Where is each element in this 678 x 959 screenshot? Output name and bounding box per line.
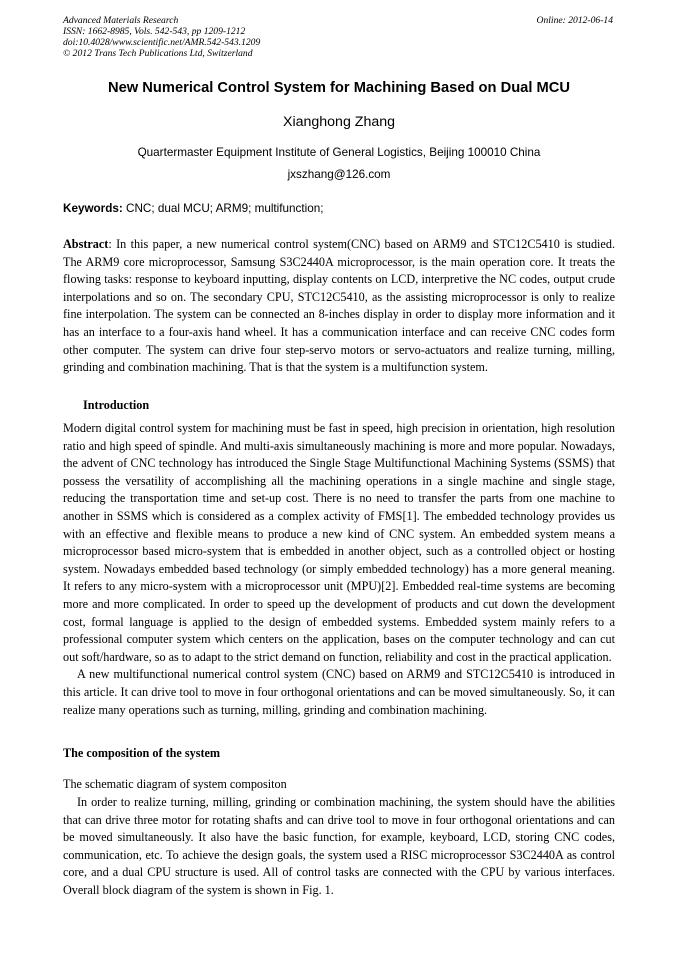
journal-name: Advanced Materials Research [63, 15, 179, 26]
copyright-line: © 2012 Trans Tech Publications Ltd, Switzerland [63, 48, 253, 59]
keywords-text: CNC; dual MCU; ARM9; multifunction; [122, 202, 324, 215]
author-name: Xianghong Zhang [282, 114, 396, 130]
abstract-label: Abstract [63, 237, 109, 251]
introduction-paragraph-1: Modern digital control system for machining must be fast in speed, high precision in orientation, high resolution ratio and high speed of spindle. And multi-axis simultaneously machining is more and more popular. Nowadays, the advent of CNC technology has introduced the Single Stage Multifunctional Machining Systems (SSMS) that possess the versatility of accomplishing all the machining operations in a single machine and single stage, reducing the transportation time and set-up cost. There is no need to transfer the parts from one machine to another in SSMS which is considered as a complex activity of FMS[1]. The embedded technology provides us with an effective and flexible means to produce a new kind of CNC system. An embedded system means a microprocessor based micro-system that is embedded in another object, such as a controlled object or hosting system. Nowadays embedded based technology (or simply embedded technology) has a more general meaning. It refers to any micro-system with a microprocessor unit (MPU)[2]. Embedded real-time systems are becoming more and more complicated. In order to speed up the development of products and cut down the development cost, formal language is applied to the design of embedded systems. Embedded system mainly refers to a professional computer system which centers on the application, bases on the computer technology and can cut out soft/hardware, so as to adapt to the strict demand on function, reliability and cost in the practical application. [63, 421, 615, 664]
composition-paragraph-1: In order to realize turning, milling, grinding or combination machining, the system should have the abilities that can drive three motor for rotating shafts and can drive tool to move in four orthogonal orientations and can be moved simultaneously. It also have the basic function, for example, keyboard, LCD, storing CNC codes, communication, etc. To achieve the design goals, the system used a RISC microprocessor S3C2440A as control core, and a dual CPU structure is used. All of control tasks are connected with the CPU by various interfaces. Overall block diagram of the system is shown in Fig. 1. [63, 795, 615, 897]
affiliation: Quartermaster Equipment Institute of General Logistics, Beijing 100010 China [137, 146, 541, 159]
abstract-text: : In this paper, a new numerical control system(CNC) based on ARM9 and STC12C5410 is studied. The ARM9 core microprocessor, Samsung S3C2440A microprocessor, is the main operation core. It treats the flowing tasks: response to keyboard inputting, display contents on LCD, interpretive the NC codes, output crude interpolations and so on. The secondary CPU, STC12C5410, as the assisting microprocessor is only to realize fine interpolation. The system can be connected an 8-inches display in order to display more information and it has an interface to a four-axis hand wheel. It has a communication interface and can receive CNC codes form other computer. The system can drive four step-servo motors or servo-actuators and realize turning, milling, grinding and combination machining. That is that the system is a multifunction system. [63, 237, 615, 375]
doi-line: doi:10.4028/www.scientific.net/AMR.542-543.1209 [63, 37, 261, 48]
subsection-heading-schematic: The schematic diagram of system compositon [63, 777, 287, 791]
issn-line: ISSN: 1662-8985, Vols. 542-543, pp 1209-1212 [63, 26, 246, 37]
keywords [63, 202, 615, 215]
introduction-body [63, 420, 615, 719]
journal-header [63, 15, 260, 59]
keywords-label: Keywords: [63, 202, 123, 215]
online-date: Online: 2012-06-14 [536, 15, 613, 26]
paper-title: New Numerical Control System for Machining Based on Dual MCU [108, 80, 570, 96]
abstract [63, 236, 615, 377]
section-heading-introduction: Introduction [83, 398, 150, 412]
author-email: jxszhang@126.com [287, 168, 391, 181]
introduction-paragraph-2: A new multifunctional numerical control system (CNC) based on ARM9 and STC12C5410 is introduced in this article. It can drive tool to move in four orthogonal orientations and can be moved simultaneously. So, it can realize many operations such as turning, milling, grinding and combination machining. [63, 667, 615, 717]
section-heading-composition: The composition of the system [63, 746, 221, 760]
